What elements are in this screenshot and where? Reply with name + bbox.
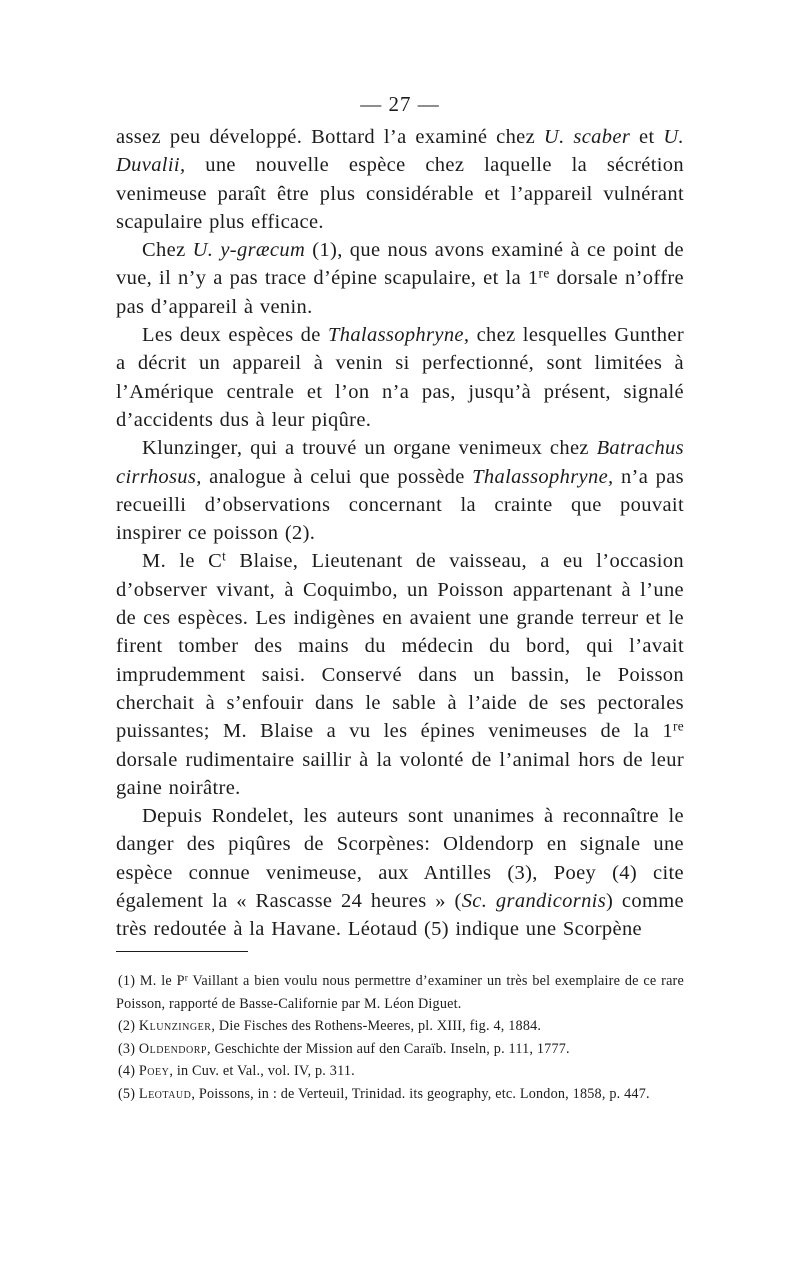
superscript: re — [538, 265, 550, 281]
text-run: chez lesquelles Gunther a décrit un appareil à venin si perfectionné, sont limitées à l’Amérique centrale et l’on n’a pas, jusqu’à présent, signalé d’accidents dus à leur piqûre. — [116, 324, 684, 431]
footnote-marker: (5) — [118, 1085, 136, 1102]
paragraph — [116, 434, 684, 547]
paragraph — [116, 321, 684, 434]
body-text — [116, 123, 684, 944]
species-name: U. Duvalii, — [116, 126, 684, 177]
footnote — [116, 970, 684, 1015]
paragraph — [116, 802, 684, 943]
species-name: U. scaber — [543, 126, 631, 148]
superscript: r — [184, 972, 189, 983]
text-run: ) comme très redoutée à la Havane. Léotaud (5) indique une Scorpène — [116, 890, 685, 941]
text-run: une nouvelle espèce chez laquelle la sécrétion venimeuse paraît être plus considérable et l’appareil vulnérant scapulaire plus efficace. — [116, 154, 684, 233]
text-run: n’a pas recueilli d’observations concernant la crainte que pouvait inspirer ce poisson (2). — [116, 465, 684, 545]
superscript: t — [222, 548, 227, 564]
footnote-separator — [116, 951, 248, 952]
text-run: , Die Fisches des Rothens-Meeres, pl. XIII, fig. 4, 1884. — [211, 1018, 542, 1035]
footnote — [116, 1083, 684, 1106]
text-run: M. le P — [135, 973, 185, 989]
author-name: Leotaud — [138, 1085, 192, 1102]
footnote-marker: (3) — [118, 1040, 136, 1057]
text-run: Les deux espèces de — [142, 324, 328, 347]
paragraph — [116, 123, 684, 236]
text-run: Depuis Rondelet, les auteurs sont unanimes à reconnaître le danger des piqûres de Scorpènes: Oldendorp en signale une espèce connue venimeuse, aux Antilles (3), Poey (4) cite également la « Rascasse 24 heures » ( — [116, 805, 684, 913]
author-name: Oldendorp — [138, 1040, 207, 1057]
text-run: Blaise, Lieutenant de vaisseau, a eu l’occasion d’observer vivant, à Coquimbo, un Poisson appartenant à l’une de ces espèces. Les indigènes en avaient une grande terreur et le firent tomber des mains du médecin du bord, qui l’avait imprudemment saisi. Conservé dans un bassin, le Poisson cherchait à s’enfouir dans le sable à l’aide de ses pectorales puissantes; M. Blaise a vu les épines venimeuses de la 1 — [116, 550, 684, 743]
text-run: Vaillant a bien voulu nous permettre d’examiner un très bel exemplaire de ce rare Poisson, rapporté de Basse-Californie par M. Léon Diguet. — [116, 973, 684, 1012]
text-run: , Poissons, in : de Verteuil, Trinidad. its geography, etc. London, 1858, p. 447. — [191, 1085, 650, 1102]
text-run: , Geschichte der Mission auf den Caraïb. Inseln, p. 111, 1777. — [207, 1040, 570, 1057]
footnote-marker: (2) — [118, 1018, 136, 1035]
text-run: assez peu développé. Bottard l’a examiné chez — [116, 126, 544, 148]
footnotes — [116, 970, 684, 1106]
superscript: re — [672, 718, 684, 734]
paragraph — [116, 236, 684, 321]
species-name: Batrachus cirrhosus, — [116, 437, 684, 488]
species-name: U. y-græcum — [192, 239, 306, 262]
text-run: M. le C — [142, 550, 223, 573]
footnote-marker: (1) — [118, 973, 136, 989]
text-run: dorsale rudimentaire saillir à la volonté de l’animal hors de leur gaine noirâtre. — [116, 748, 684, 799]
genus-name: Thalassophryne, — [472, 465, 614, 488]
species-name: Sc. grandicornis — [461, 890, 607, 913]
paragraph — [116, 547, 684, 802]
author-name: Klunzinger — [138, 1018, 212, 1035]
author-name: Poey — [138, 1063, 170, 1080]
text-run: Klunzinger, qui a trouvé un organe venimeux chez — [142, 437, 597, 460]
text-run: dorsale n’offre pas d’appareil à venin. — [116, 267, 685, 318]
text-run: analogue à celui que possède — [201, 465, 473, 488]
text-run: Chez — [142, 239, 193, 262]
footnote — [116, 1015, 684, 1038]
text-run: (1), que nous avons examiné à ce point de vue, il n’y a pas trace d’épine scapulaire, et la 1 — [116, 239, 684, 290]
genus-name: Thalassophryne, — [327, 324, 470, 347]
text-run: et — [630, 126, 664, 148]
text-run: , in Cuv. et Val., vol. IV, p. 311. — [169, 1063, 355, 1080]
page-number: — 27 — — [360, 92, 440, 116]
footnote — [116, 1038, 684, 1061]
footnote-marker: (4) — [118, 1063, 136, 1080]
footnote — [116, 1060, 684, 1083]
